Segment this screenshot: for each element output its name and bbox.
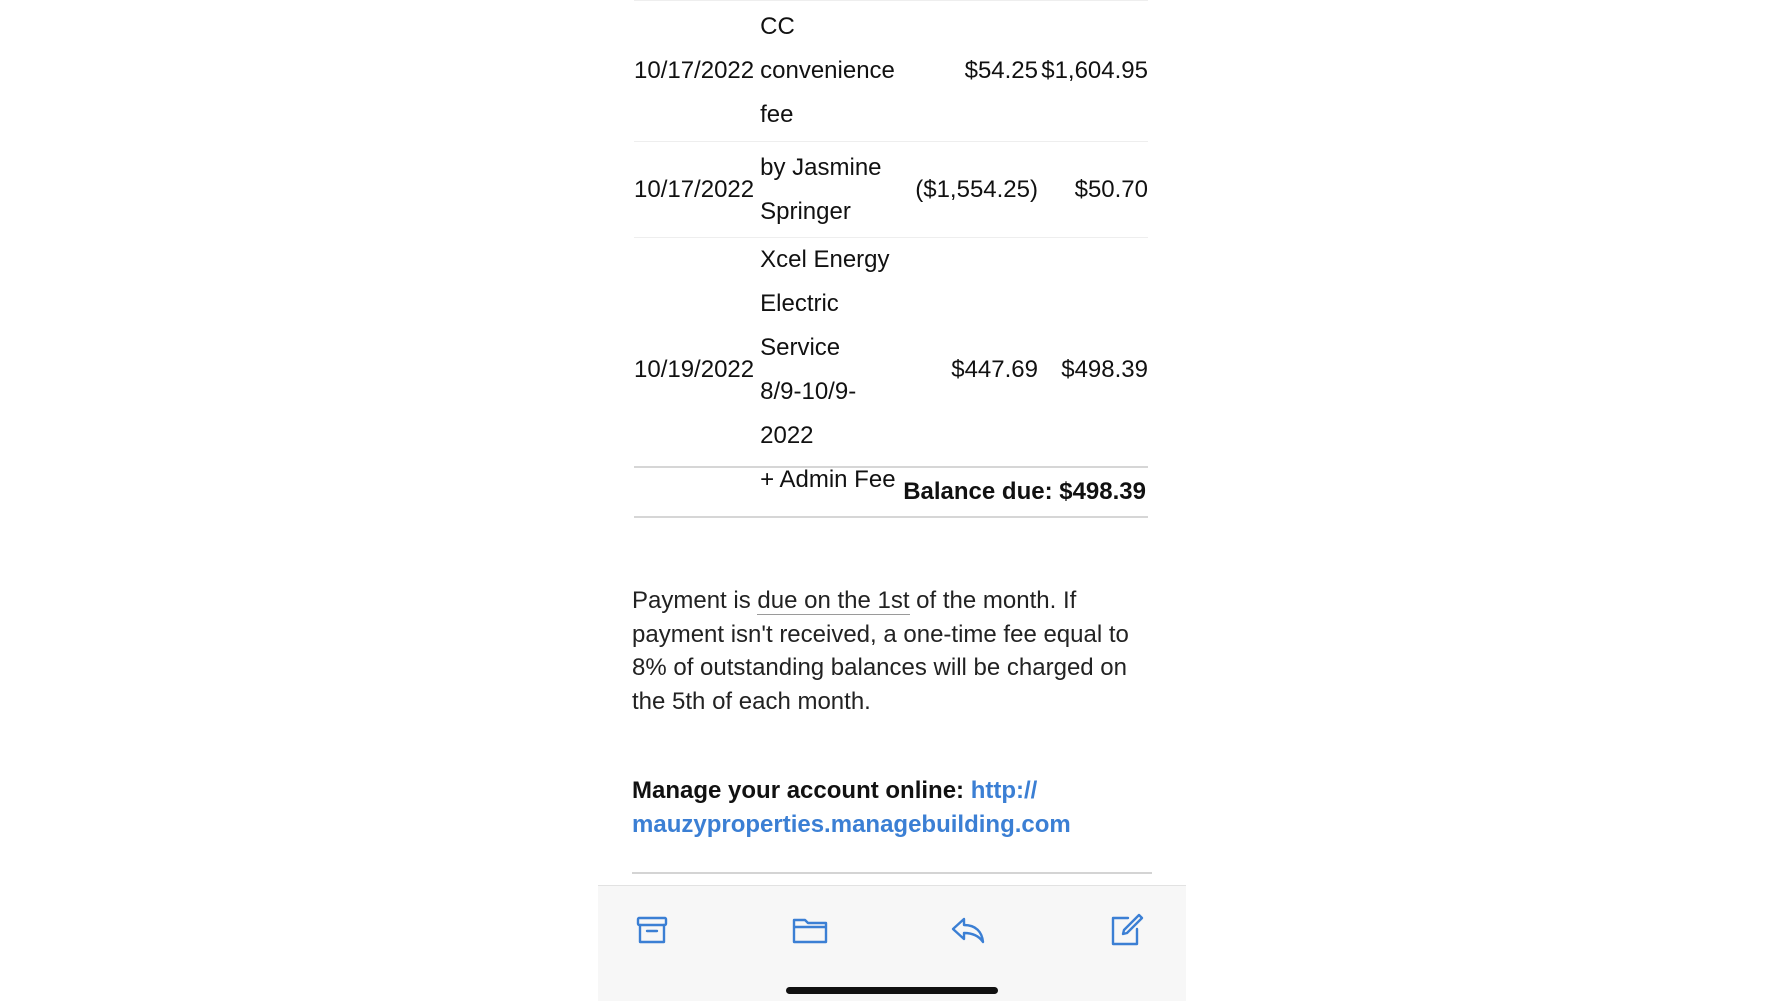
description-line: convenience: [760, 57, 895, 84]
description-line: Springer: [760, 197, 851, 225]
table-row: [634, 1, 1148, 142]
description-line: Xcel Energy: [760, 246, 890, 273]
home-indicator[interactable]: [786, 987, 998, 994]
balance-due-bar: [634, 466, 1148, 518]
mail-screen: [598, 0, 1186, 1000]
row-description: [754, 142, 908, 238]
row-description: [754, 1, 908, 142]
folder-icon[interactable]: [790, 910, 830, 950]
row-balance: $1,604.95: [1038, 1, 1148, 142]
description-line: 8/9-10/9-2022: [760, 378, 857, 449]
row-date: 10/17/2022: [634, 1, 754, 142]
table-row: [634, 238, 1148, 503]
row-amount: $54.25: [908, 1, 1038, 142]
row-amount: ($1,554.25): [908, 142, 1038, 238]
description-line: Electric: [760, 290, 839, 317]
payment-notice: [632, 584, 1152, 718]
row-amount: $447.69: [951, 356, 1038, 383]
reply-icon[interactable]: [948, 910, 988, 950]
description-line: by Jasmine: [760, 153, 882, 181]
description-line: fee: [760, 101, 794, 128]
notice-text-before: Payment is: [632, 587, 758, 614]
account-link-line2: mauzyproperties.managebuilding.com: [632, 810, 1071, 838]
description-line: Service: [760, 334, 841, 361]
manage-account: [632, 774, 1152, 841]
account-link-line1: http://: [970, 777, 1038, 804]
row-balance: $498.39: [1061, 356, 1148, 383]
row-description: [754, 238, 908, 503]
row-balance: $50.70: [1038, 142, 1148, 238]
archive-icon[interactable]: [632, 910, 672, 950]
mail-toolbar: [598, 885, 1186, 1001]
ledger-table: [634, 0, 1148, 502]
row-date: 10/19/2022: [634, 356, 755, 383]
manage-label: Manage your account online:: [632, 777, 971, 804]
description-line: + Admin Fee: [760, 466, 896, 493]
notice-text-after: of the month. If payment isn't received, a one-time fee equal to 8% of outstanding balances will be charged on the 5th of each month.: [632, 587, 1129, 715]
description-line: CC: [760, 13, 795, 40]
balance-due-text: Balance due: $498.39: [903, 478, 1146, 505]
divider: [632, 872, 1152, 874]
compose-icon[interactable]: [1106, 910, 1146, 950]
due-date-link[interactable]: due on the 1st: [757, 587, 910, 614]
row-date: 10/17/2022: [634, 142, 754, 238]
table-row: [634, 142, 1148, 238]
